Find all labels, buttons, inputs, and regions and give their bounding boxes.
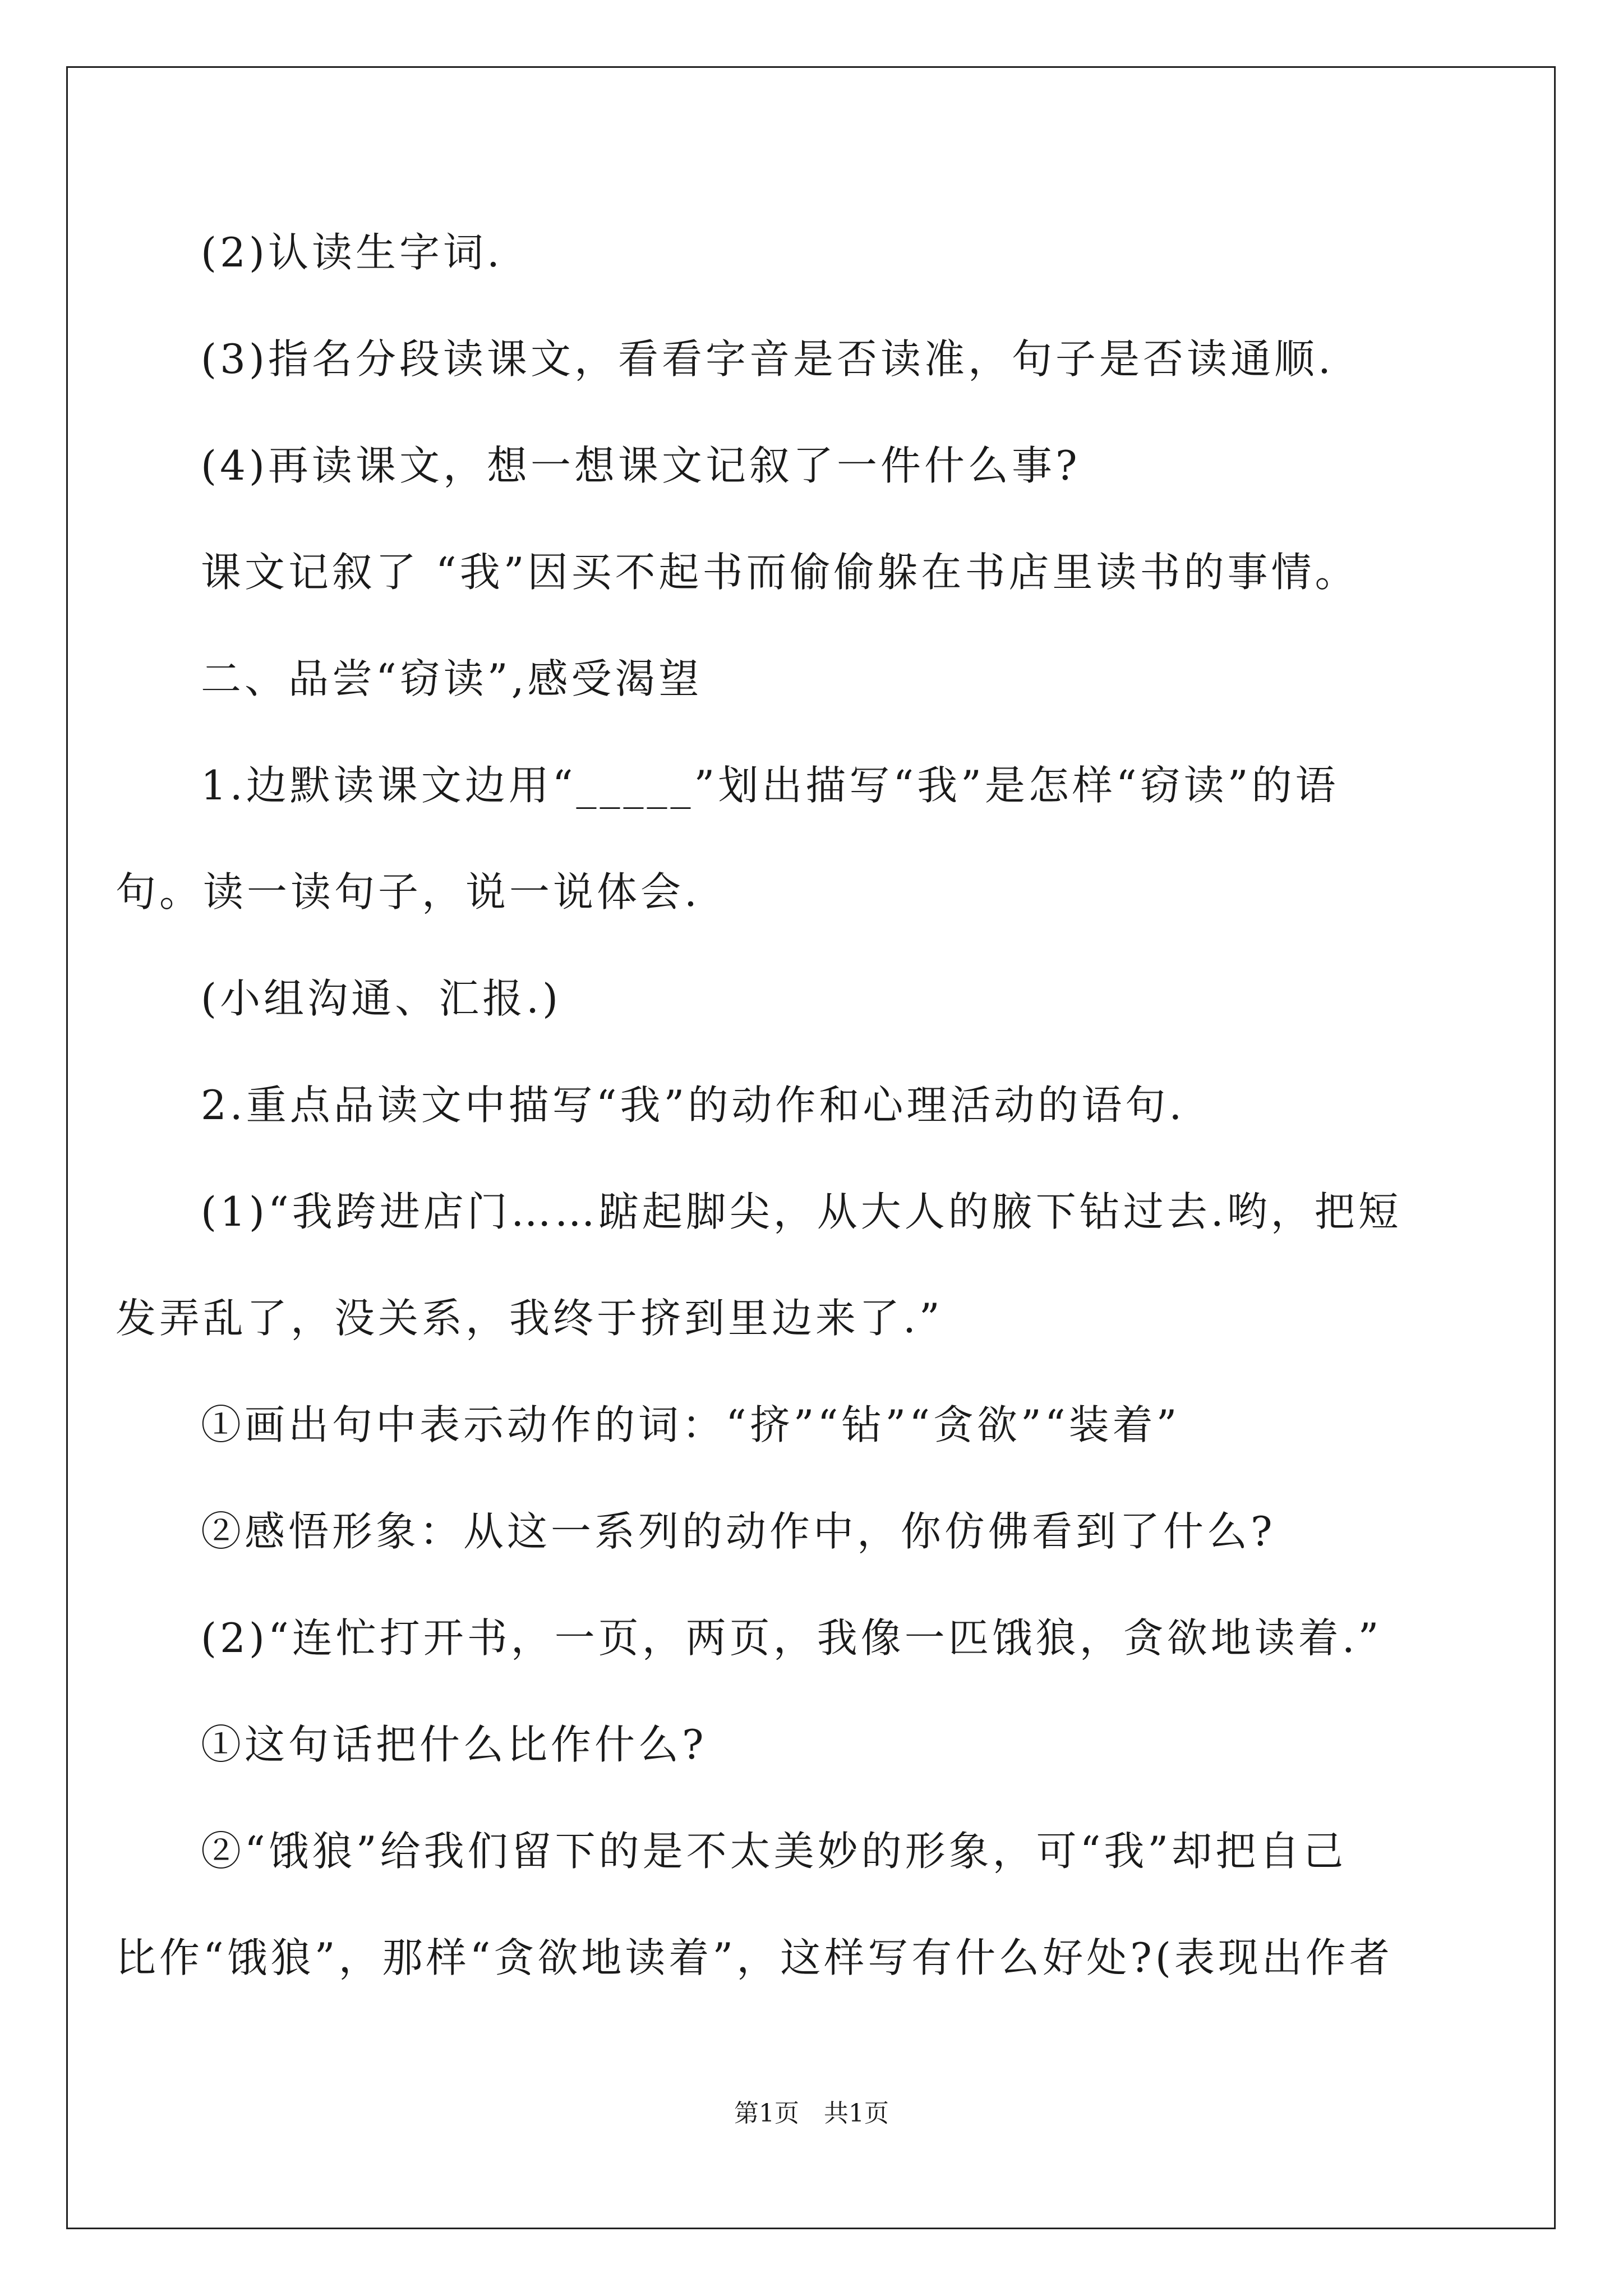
page-border [66,66,1556,2229]
text-line-3: (4)再读课文，想一想课文记叙了一件什么事? [201,442,1081,489]
text-line-11: 发弄乱了，没关系，我终于挤到里边来了.” [116,1295,943,1342]
section-heading: 二、品尝“窃读”,感受渴望 [201,655,703,702]
text-line-15: ①这句话把什么比作什么? [201,1721,707,1768]
text-line-16: ②“饿狼”给我们留下的是不太美妙的形象，可“我”却把自己 [201,1828,1347,1875]
text-line-2: (3)指名分段读课文，看看字音是否读准，句子是否读通顺. [201,335,1334,383]
text-line-10: (1)“我跨进店门……踮起脚尖，从大人的腋下钻过去.哟，把短 [201,1188,1402,1235]
text-line-1: (2)认读生字词. [201,229,503,276]
text-line-4: 课文记叙了 “我”因买不起书而偷偷躲在书店里读书的事情。 [201,549,1359,596]
text-line-17: 比作“饿狼”，那样“贪欲地读着”，这样写有什么好处?(表现出作者 [116,1934,1393,1981]
text-line-13: ②感悟形象：从这一系列的动作中，你仿佛看到了什么? [201,1508,1276,1555]
text-line-9: 2.重点品读文中描写“我”的动作和心理活动的语句. [201,1082,1186,1129]
text-line-14: (2)“连忙打开书，一页，两页，我像一匹饿狼，贪欲地读着.” [201,1614,1382,1662]
text-line-8: (小组沟通、汇报.) [201,975,562,1022]
text-line-7: 句。读一读句子，说一说体会. [116,868,700,915]
page-number-footer: 第1页 共1页 [734,2099,889,2128]
text-line-12: ①画出句中表示动作的词：“挤”“钻”“贪欲”“装着” [201,1401,1181,1448]
text-line-6: 1.边默读课文边用“_____”划出描写“我”是怎样“窃读”的语 [201,762,1339,809]
